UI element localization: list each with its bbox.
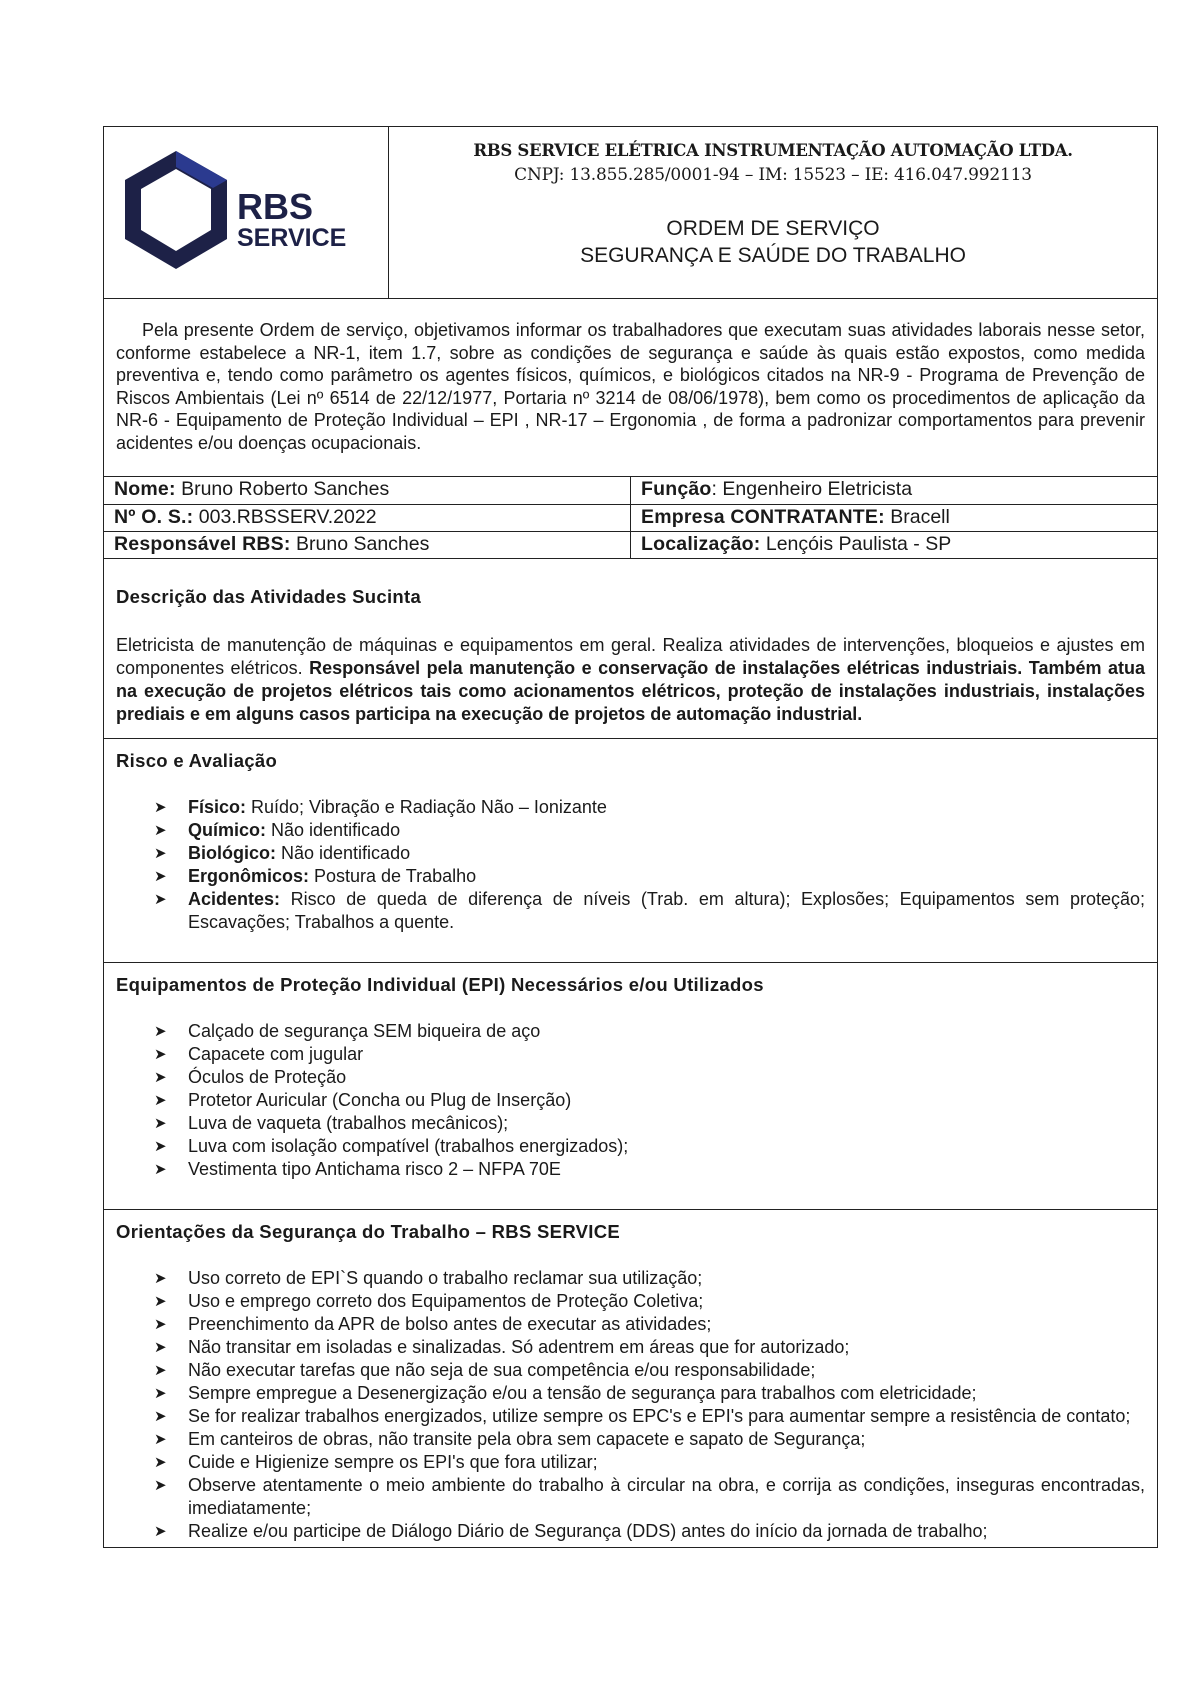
- arrow-bullet-icon: ➤: [154, 1293, 167, 1310]
- risk-list: [116, 796, 1145, 934]
- list-item: ➤ Luva com isolação compatível (trabalhos energizados);: [154, 1136, 629, 1156]
- arrow-bullet-icon: ➤: [154, 1138, 167, 1155]
- arrow-bullet-icon: ➤: [154, 1408, 167, 1425]
- arrow-bullet-icon: ➤: [154, 1023, 167, 1040]
- arrow-bullet-icon: ➤: [154, 1069, 167, 1086]
- arrow-bullet-icon: ➤: [154, 1477, 167, 1494]
- service-order-document: [103, 126, 1158, 1548]
- epi-list: [116, 1020, 1145, 1181]
- arrow-bullet-icon: ➤: [154, 1339, 167, 1356]
- os-number-cell: Nº O. S.: 003.RBSSERV.2022: [104, 504, 631, 531]
- title-line-1: ORDEM DE SERVIÇO: [666, 217, 880, 240]
- guidelines-title: Orientações da Segurança do Trabalho – RBS SERVICE: [116, 1221, 621, 1242]
- description-text: Eletricista de manutenção de máquinas e equipamentos em geral. Realiza atividades de intervenções, bloqueios e ajustes em componentes elétricos. Responsável pela manutenção e conservação de instalações elétricas industriais. Também atua na execução de projetos elétricos tais como acionamentos elétricos, proteção de instalações industriais, instalações prediais e em alguns casos participa na execução de projetos de automação industrial.: [116, 635, 1145, 724]
- arrow-bullet-icon: ➤: [154, 1454, 167, 1471]
- list-item: ➤ Se for realizar trabalhos energizados, utilize sempre os EPC's e EPI's para aumentar sempre a resistência de contato;: [154, 1406, 1131, 1426]
- logo-cell: [104, 127, 389, 298]
- list-item: ➤ Observe atentamente o meio ambiente do trabalho à circular na obra, e corrija as condições, inseguras encontradas, imediatamente;: [154, 1475, 1145, 1518]
- list-item: ➤ Não transitar em isoladas e sinalizadas. Só adentrem em áreas que for autorizado;: [154, 1337, 850, 1357]
- arrow-bullet-icon: ➤: [154, 1161, 167, 1178]
- list-item: ➤ Uso e emprego correto dos Equipamentos de Proteção Coletiva;: [154, 1291, 704, 1311]
- document-header: [104, 127, 1157, 298]
- intro-section: [104, 298, 1157, 476]
- arrow-bullet-icon: ➤: [154, 1270, 167, 1287]
- intro-text: Pela presente Ordem de serviço, objetivamos informar os trabalhadores que executam suas atividades laborais nesse setor, conforme estabelece a NR-1, item 1.7, sobre as condições de segurança e saúde às quais estão expostos, como medida preventiva e, tendo como parâmetro os agentes físicos, químicos, e biológicos citados na NR-9 - Programa de Prevenção de Riscos Ambientais (Lei nº 6514 de 22/12/1977, Portaria nº 3214 de 08/06/1978), bem como os procedimentos de aplicação da NR-6 - Equipamento de Proteção Individual – EPI , NR-17 – Ergonomia , de forma a padronizar comportamentos para prevenir acidentes e/ou doenças ocupacionais.: [116, 320, 1145, 453]
- list-item: ➤ Físico: Ruído; Vibração e Radiação Não – Ionizante: [154, 797, 607, 817]
- epi-title: Equipamentos de Proteção Individual (EPI) Necessários e/ou Utilizados: [116, 974, 764, 995]
- info-section: [104, 476, 1157, 558]
- company-name: RBS SERVICE ELÉTRICA INSTRUMENTAÇÃO AUTOMAÇÃO LTDA.: [473, 141, 1073, 160]
- arrow-bullet-icon: ➤: [154, 822, 167, 839]
- list-item: ➤ Protetor Auricular (Concha ou Plug de Inserção): [154, 1090, 572, 1110]
- guidelines-list: [116, 1267, 1145, 1543]
- table-row: [104, 477, 1157, 504]
- risk-section: [104, 738, 1157, 962]
- hexagon-logo-icon: [125, 151, 227, 269]
- company-ids: CNPJ: 13.855.285/0001-94 – IM: 15523 – IE: 416.047.992113: [514, 165, 1032, 185]
- risk-title: Risco e Avaliação: [116, 750, 278, 771]
- list-item: ➤ Acidentes: Risco de queda de diferença de níveis (Trab. em altura); Explosões; Equipamentos sem proteção; Escavações; Trabalhos a quente.: [154, 889, 1145, 932]
- list-item: ➤ Óculos de Proteção: [154, 1067, 347, 1087]
- list-item: ➤ Preenchimento da APR de bolso antes de executar as atividades;: [154, 1314, 712, 1334]
- responsavel-cell: Responsável RBS: Bruno Sanches: [104, 531, 631, 558]
- title-line-2: SEGURANÇA E SAÚDE DO TRABALHO: [580, 244, 966, 267]
- list-item: ➤ Biológico: Não identificado: [154, 843, 411, 863]
- guidelines-section: [104, 1209, 1157, 1547]
- list-item: ➤ Uso correto de EPI`S quando o trabalho reclamar sua utilização;: [154, 1268, 703, 1288]
- logo-text-rbs: RBS: [237, 185, 314, 227]
- list-item: ➤ Capacete com jugular: [154, 1044, 364, 1064]
- list-item: ➤ Químico: Não identificado: [154, 820, 401, 840]
- arrow-bullet-icon: ➤: [154, 845, 167, 862]
- description-title: Descrição das Atividades Sucinta: [116, 586, 422, 607]
- company-cell: [389, 127, 1157, 298]
- list-item: ➤ Cuide e Higienize sempre os EPI's que fora utilizar;: [154, 1452, 598, 1472]
- arrow-bullet-icon: ➤: [154, 1092, 167, 1109]
- arrow-bullet-icon: ➤: [154, 799, 167, 816]
- arrow-bullet-icon: ➤: [154, 1316, 167, 1333]
- info-table: [104, 477, 1157, 558]
- list-item: ➤ Calçado de segurança SEM biqueira de aço: [154, 1021, 541, 1041]
- list-item: ➤ Não executar tarefas que não seja de sua competência e/ou responsabilidade;: [154, 1360, 816, 1380]
- arrow-bullet-icon: ➤: [154, 891, 167, 908]
- nome-cell: Nome: Bruno Roberto Sanches: [104, 477, 631, 504]
- arrow-bullet-icon: ➤: [154, 1385, 167, 1402]
- rbs-logo: [121, 143, 371, 283]
- funcao-cell: Função: Engenheiro Eletricista: [641, 478, 913, 501]
- arrow-bullet-icon: ➤: [154, 1046, 167, 1063]
- localizacao-cell: Localização: Lençóis Paulista - SP: [631, 531, 1158, 558]
- list-item: ➤ Ergonômicos: Postura de Trabalho: [154, 866, 477, 886]
- arrow-bullet-icon: ➤: [154, 1115, 167, 1132]
- empresa-cell: Empresa CONTRATANTE: Bracell: [631, 504, 1158, 531]
- epi-section: [104, 962, 1157, 1209]
- table-row: [104, 531, 1157, 558]
- list-item: ➤ Luva de vaqueta (trabalhos mecânicos);: [154, 1113, 509, 1133]
- arrow-bullet-icon: ➤: [154, 1431, 167, 1448]
- arrow-bullet-icon: ➤: [154, 1362, 167, 1379]
- list-item: ➤ Sempre empregue a Desenergização e/ou a tensão de segurança para trabalhos com eletricidade;: [154, 1383, 977, 1403]
- arrow-bullet-icon: ➤: [154, 868, 167, 885]
- arrow-bullet-icon: ➤: [154, 1523, 167, 1540]
- logo-text-service: SERVICE: [237, 223, 347, 252]
- document-title: [389, 215, 1157, 269]
- table-row: [104, 504, 1157, 531]
- list-item: ➤ Vestimenta tipo Antichama risco 2 – NFPA 70E: [154, 1159, 561, 1179]
- list-item: ➤ Em canteiros de obras, não transite pela obra sem capacete e sapato de Segurança;: [154, 1429, 866, 1449]
- list-item: ➤ Realize e/ou participe de Diálogo Diário de Segurança (DDS) antes do início da jornada de trabalho;: [154, 1521, 988, 1541]
- description-section: [104, 558, 1157, 738]
